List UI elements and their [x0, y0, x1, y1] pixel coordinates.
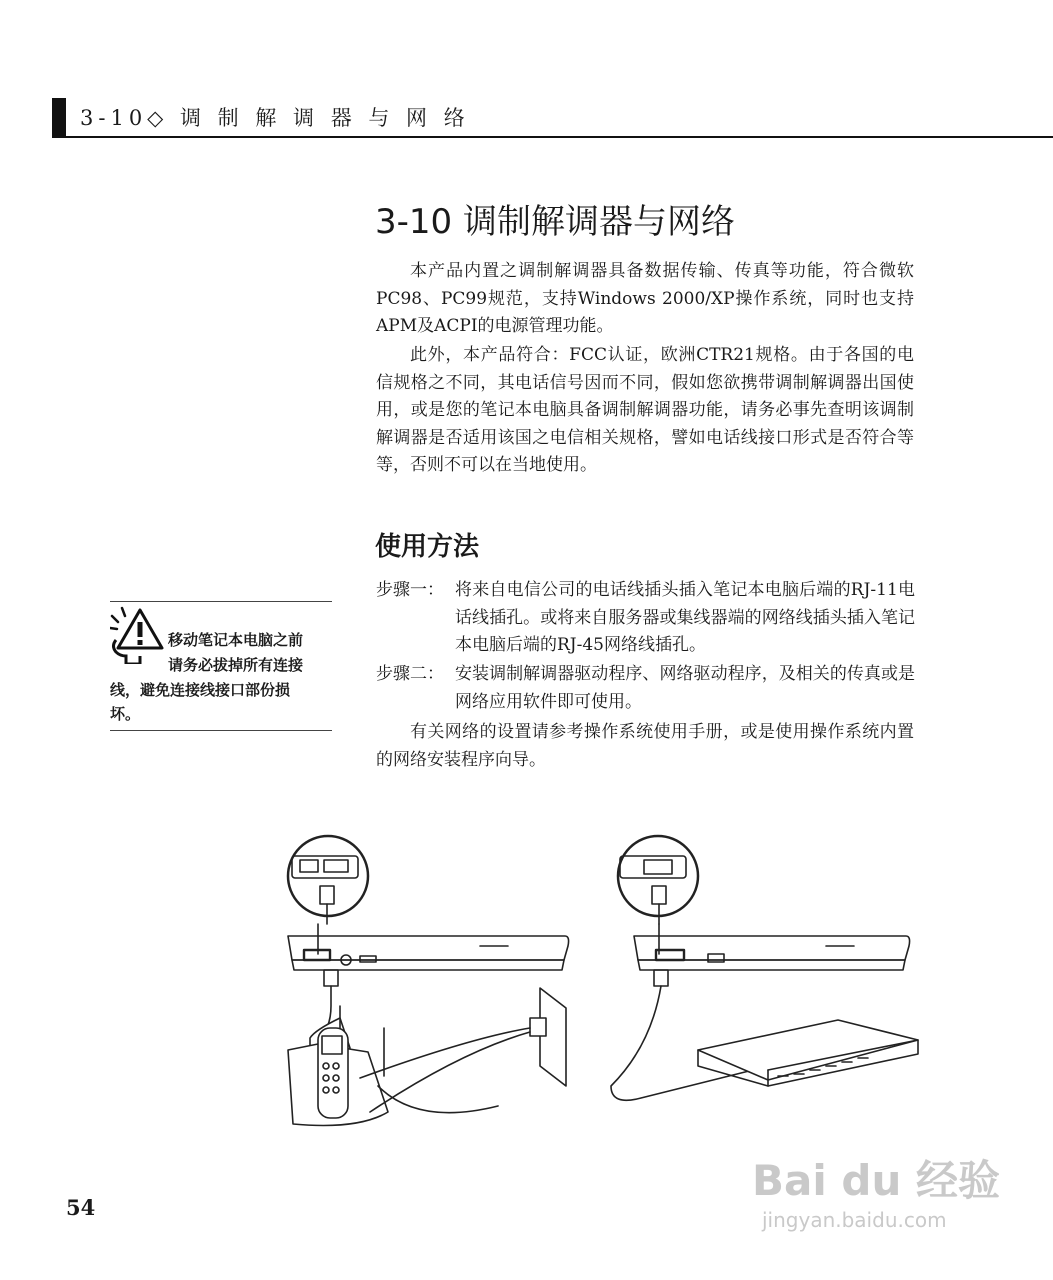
- running-header: 3-10◇ 调 制 解 调 器 与 网 络: [80, 106, 470, 130]
- note-line-3: 线，避免连接线接口部份损: [110, 681, 291, 699]
- intro-paragraph-1: 本产品内置之调制解调器具备数据传输、传真等功能，符合微软PC98、PC99规范，支持Windows 2000/XP操作系统，同时也支持APM及ACPI的电源管理功能。: [376, 261, 914, 336]
- step-2-label: 步骤二：: [376, 664, 444, 684]
- usage-heading: 使用方法: [375, 532, 480, 562]
- note-line-1: 移动笔记本电脑之前: [168, 631, 304, 649]
- network-connection-illustration: [600, 828, 920, 1108]
- header-bar: [52, 98, 66, 136]
- page-title: 3-10 调制解调器与网络: [375, 202, 735, 242]
- step-2-text: 安装调制解调器驱动程序、网络驱动程序，及相关的传真或是网络应用软件即可使用。: [455, 664, 915, 712]
- note-line-2: 请务必拔掉所有连接: [168, 656, 304, 674]
- step-1-text: 将来自电信公司的电话线插头插入笔记本电脑后端的RJ-11电话线插孔。或将来自服务器或集线器端的网络线插头插入笔记本电脑后端的RJ-45网络线插孔。: [455, 580, 915, 655]
- watermark-logo: Bai du 经验: [752, 1156, 1000, 1205]
- modem-connection-illustration: [280, 828, 580, 1146]
- page-number: 54: [66, 1195, 96, 1220]
- note-top-rule: [110, 601, 332, 602]
- intro-paragraph-2: 此外，本产品符合：FCC认证，欧洲CTR21规格。由于各国的电信规格之不同，其电话信号因而不同，假如您欲携带调制解调器出国使用，或是您的笔记本电脑具备调制解调器功能，请务必事先查明该调制解调器是否适用该国之电信相关规格，譬如电话线接口形式是否符合等等，否则不可以在当地使用。: [376, 345, 914, 475]
- step-1-label: 步骤一：: [376, 580, 444, 600]
- warning-icon: [110, 606, 166, 664]
- closing-paragraph: 有关网络的设置请参考操作系统使用手册，或是使用操作系统内置的网络安装程序向导。: [376, 722, 914, 770]
- note-line-4: 坏。: [110, 705, 141, 723]
- note-bottom-rule: [110, 730, 332, 731]
- header-rule: [52, 136, 1053, 138]
- watermark-url: jingyan.baidu.com: [762, 1208, 947, 1232]
